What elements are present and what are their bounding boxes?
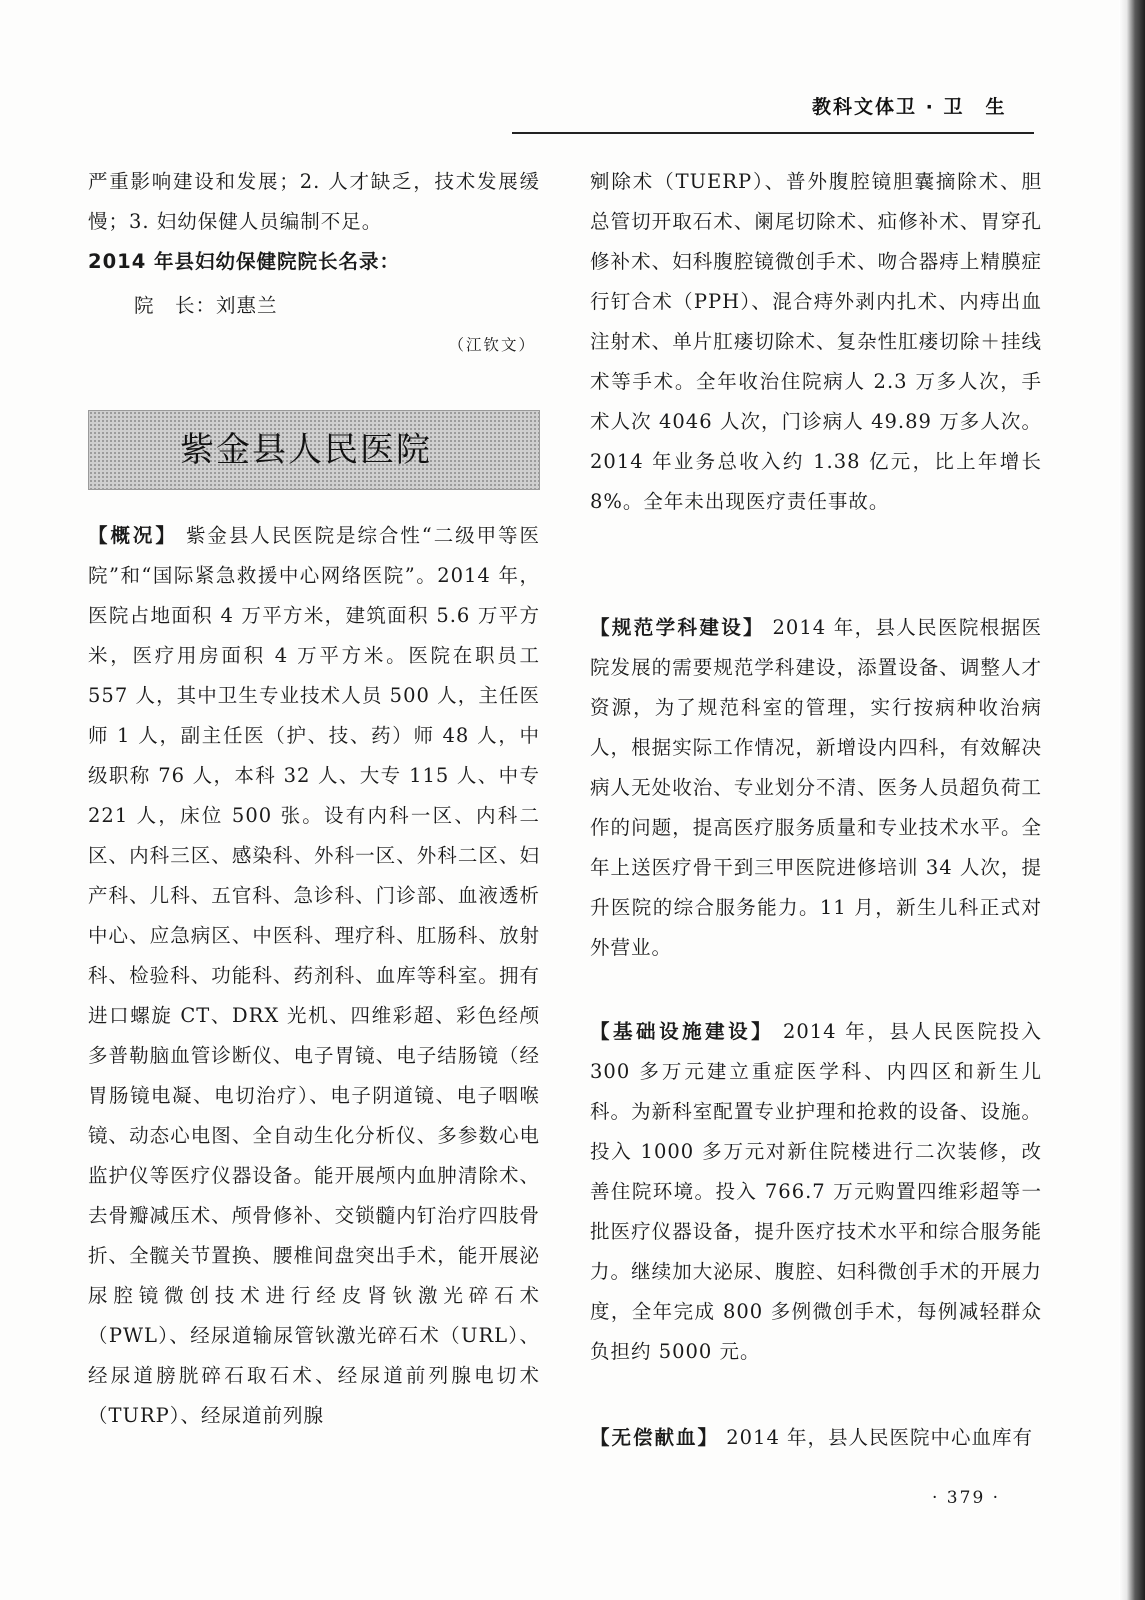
- author-credit: （江钦文）: [448, 336, 536, 354]
- infrastructure-label: 【基础设施建设】: [590, 1020, 775, 1043]
- continuation-paragraph: 严重影响建设和发展；2. 人才缺乏，技术发展缓慢；3. 妇幼保健人员编制不足。: [88, 170, 540, 233]
- running-header: 教科文体卫 · 卫 生: [812, 96, 1007, 118]
- discipline-text: 2014 年，县人民医院根据医院发展的需要规范学科建设，添置设备、调整人才资源，为了规范科室的管理，实行按病种收治病人，根据实际工作情况，新增设内四科，有效解决病人无处收治、专业划分不清、医务人员超负荷工作的问题，提高医疗服务质量和专业技术水平。全年上送医疗骨干到三甲医院进修培训 34 人次，提升医院的综合服务能力。11 月，新生儿科正式对外营业。: [590, 616, 1042, 959]
- infrastructure-text: 2014 年，县人民医院投入 300 多万元建立重症医学科、内四区和新生儿科。为新科室配置专业护理和抢救的设备、设施。投入 1000 多万元对新住院楼进行二次装修，改善住院环境。投入 766.7 万元购置四维彩超等一批医疗仪器设备，提升医疗技术水平和综合服务能力。继续加大泌尿、腹腔、妇科微创手术的开展力度，全年完成 800 多例微创手术，每例减轻群众负担约 5000 元。: [590, 1020, 1042, 1363]
- overview-label: 【概况】: [88, 524, 178, 547]
- roster-entry: 院 长：刘惠兰: [134, 294, 278, 317]
- overview-text: 紫金县人民医院是综合性“二级甲等医院”和“国际紧急救援中心网络医院”。2014 年，医院占地面积 4 万平方米，建筑面积 5.6 万平方米，医疗用房面积 4 万平方米。医院在职员工 557 人，其中卫生专业技术人员 500 人，主任医师 1 人，副主任医（护、技、药）师 48 人，中级职称 76 人，本科 32 人、大专 115 人、中专 221 人，床位 500 张。设有内科一区、内科二区、内科三区、感染科、外科一区、外科二区、妇产科、儿科、五官科、急诊科、门诊部、血液透析中心、应急病区、中医科、理疗科、肛肠科、放射科、检验科、功能科、药剂科、血库等科室。拥有进口螺旋 CT、DRX 光机、四维彩超、彩色经颅多普勒脑血管诊断仪、电子胃镜、电子结肠镜（经胃肠镜电凝、电切治疗）、电子阴道镜、电子咽喉镜、动态心电图、全自动生化分析仪、多参数心电监护仪等医疗仪器设备。能开展颅内血肿清除术、去骨瓣减压术、颅骨修补、交锁髓内钉治疗四肢骨折、全髋关节置换、腰椎间盘突出手术，能开展泌尿腔镜微创技术进行经皮肾钬激光碎石术（PWL）、经尿道输尿管钬激光碎石术（URL）、经尿道膀胱碎石取石术、经尿道前列腺电切术（TURP）、经尿道前列腺: [88, 524, 540, 1427]
- roster-heading: 2014 年县妇幼保健院院长名录：: [88, 250, 401, 273]
- page-number: · 379 ·: [932, 1488, 1001, 1508]
- scan-edge-shadow: [1119, 0, 1145, 1600]
- blood-donation-label: 【无偿献血】: [590, 1426, 720, 1449]
- discipline-label: 【规范学科建设】: [590, 616, 765, 639]
- right-column: [590, 0, 1042, 1600]
- blood-donation-text: 2014 年，县人民医院中心血库有: [726, 1426, 1034, 1449]
- infrastructure-paragraph: [590, 1012, 1042, 1372]
- overview-paragraph: [88, 516, 540, 1436]
- left-column-body: [88, 0, 540, 1600]
- discipline-paragraph: [590, 608, 1042, 968]
- section-title: 紫金县人民医院: [180, 430, 432, 470]
- blood-donation-paragraph: [590, 1418, 1042, 1458]
- overview-continuation: 剜除术（TUERP）、普外腹腔镜胆囊摘除术、胆总管切开取石术、阑尾切除术、疝修补术、胃穿孔修补术、妇科腹腔镜微创手术、吻合器痔上精膜症行钉合术（PPH）、混合痔外剥内扎术、内痔出血注射术、单片肛瘘切除术、复杂性肛瘘切除＋挂线术等手术。全年收治住院病人 2.3 万多人次，手术人次 4046 人次，门诊病人 49.89 万多人次。2014 年业务总收入约 1.38 亿元，比上年增长 8%。全年未出现医疗责任事故。: [590, 170, 1042, 513]
